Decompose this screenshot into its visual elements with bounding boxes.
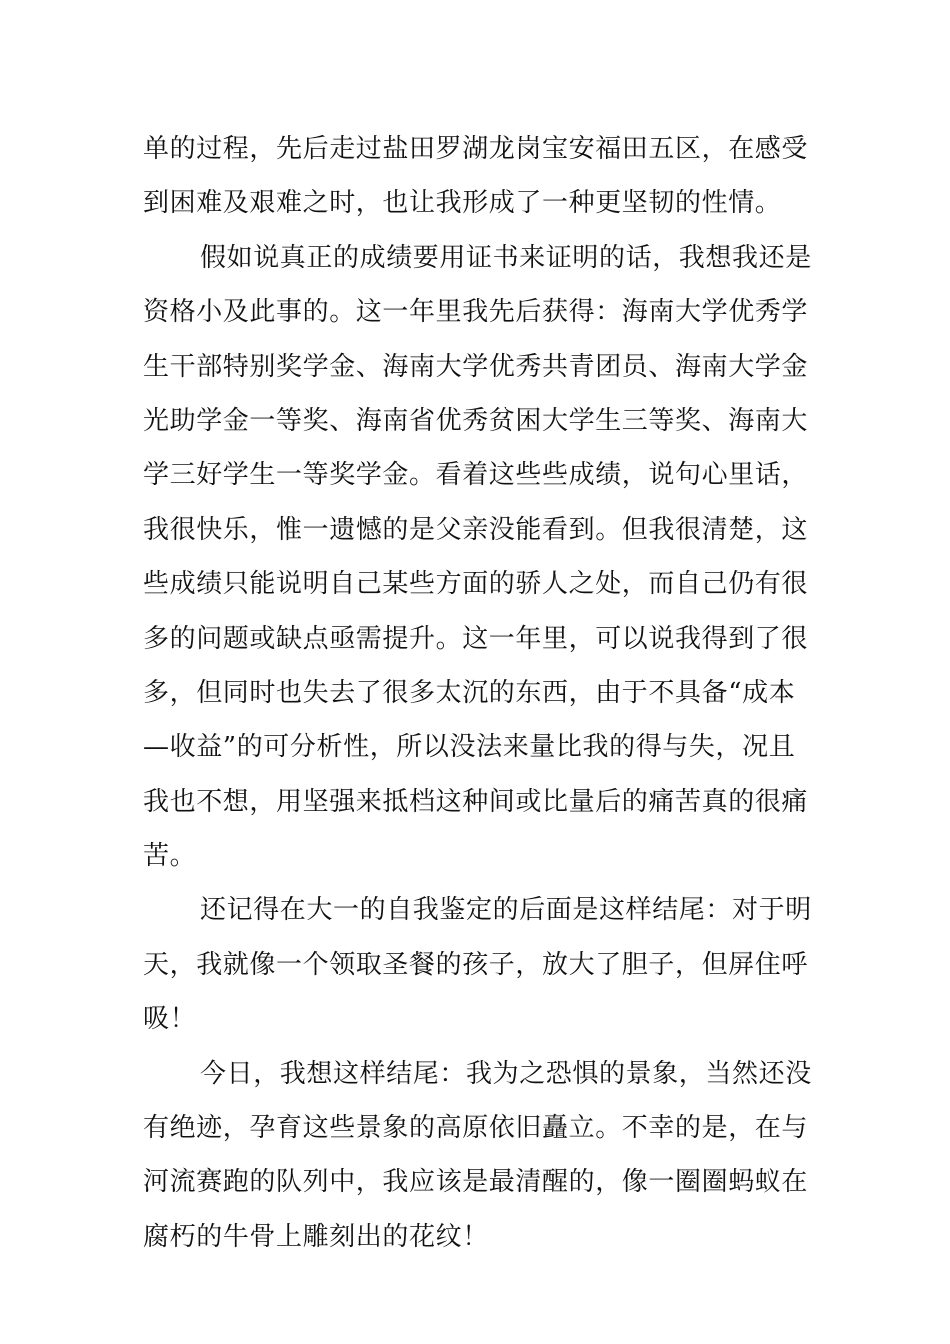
text-line: —收益”的可分析性，所以没法来量比我的得与失，况且: [143, 732, 796, 763]
text-line: 学三好学生一等奖学金。看着这些些成绩，说句心里话，: [143, 460, 809, 491]
text-line: 腐朽的牛骨上雕刻出的花纹！: [143, 1221, 489, 1252]
text-line: 苦。: [143, 841, 197, 872]
text-line: 我也不想，用坚强来抵档这种间或比量后的痛苦真的很痛: [143, 786, 809, 817]
text-line: 单的过程，先后走过盐田罗湖龙岗宝安福田五区，在感受: [143, 134, 809, 164]
text-line: 到困难及艰难之时，也让我形成了一种更坚韧的性情。: [143, 188, 782, 219]
text-line: 多，但同时也失去了很多太沉的东西，由于不具备“成本: [143, 677, 796, 708]
text-line: 河流赛跑的队列中，我应该是最清醒的，像一圈圈蚂蚁在: [143, 1167, 809, 1198]
text-line: 多的问题或缺点亟需提升。这一年里，可以说我得到了很: [143, 623, 809, 654]
text-line: 光助学金一等奖、海南省优秀贫困大学生三等奖、海南大: [143, 405, 809, 436]
text-line: 资格小及此事的。这一年里我先后获得：海南大学优秀学: [143, 297, 809, 328]
text-line: 些成绩只能说明自己某些方面的骄人之处，而自己仍有很: [143, 569, 809, 600]
paragraph-start-line: 假如说真正的成绩要用证书来证明的话，我想我还是: [200, 242, 812, 273]
paragraph-start-line: 今日，我想这样结尾：我为之恐惧的景象，当然还没: [200, 1058, 812, 1089]
text-line: 吸！: [143, 1004, 197, 1035]
text-line: 有绝迹，孕育这些景象的高原依旧矗立。不幸的是，在与: [143, 1113, 809, 1144]
text-line: 天，我就像一个领取圣餐的孩子，放大了胆子，但屏住呼: [143, 949, 809, 980]
paragraph-start-line: 还记得在大一的自我鉴定的后面是这样结尾：对于明: [200, 895, 812, 926]
text-line: 我很快乐，惟一遗憾的是父亲没能看到。但我很清楚，这: [143, 514, 809, 545]
text-line: 生干部特别奖学金、海南大学优秀共青团员、海南大学金: [143, 351, 809, 382]
document-body: [143, 122, 810, 1264]
